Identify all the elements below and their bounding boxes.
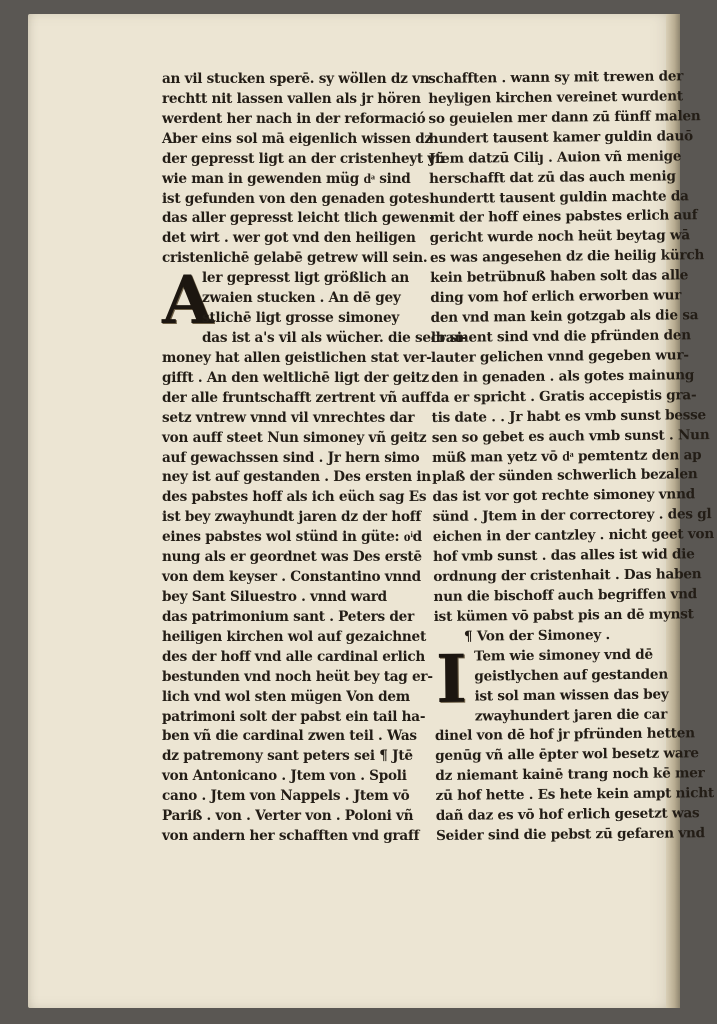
text-line: zū hof hette . Es hete kein ampt nicht — [435, 785, 714, 805]
text-line: Pariß . von . Verter von . Poloni vñ — [162, 808, 414, 825]
text-line: Seider sind die pebst zū gefaren vnd — [435, 825, 705, 844]
text-line: ist bey zwayhundt jaren dz der hoff — [162, 509, 421, 526]
text-line: patrimoni solt der pabst ein tail ha- — [162, 708, 426, 725]
text-line: müß man yetz vō dͣ pemtentz den ap — [431, 446, 702, 466]
text-line: das ist vor got rechte simoney vnnd — [432, 486, 696, 506]
decorated-initial-i: I — [435, 639, 468, 718]
text-line: der gepresst ligt an der cristenheyt vñ — [162, 150, 445, 167]
text-line: crament sind vnd die pfründen den — [430, 327, 691, 346]
text-line: ist sol man wissen das bey — [474, 686, 669, 705]
text-line: setz vntrew vnnd vil vnrechtes dar — [162, 409, 415, 426]
text-line: da er spricht . Gratis accepistis gra- — [431, 386, 697, 406]
left-top-text — [162, 70, 445, 269]
text-line: das patrimonium sant . Peters der — [162, 608, 414, 625]
text-line: ist gefunden von den genaden gotes — [162, 190, 429, 207]
text-line: geistlychen auf gestanden — [474, 666, 669, 685]
section-heading: ¶ Von der Simoney . — [463, 626, 611, 645]
text-line: nun die bischoff auch begriffen vnd — [433, 586, 698, 605]
text-line: plaß der sünden schwerlich bezalen — [432, 466, 698, 486]
text-line: hundert tausent kamer guldin dauō — [428, 127, 693, 147]
text-line: lauter gelichen vnnd gegeben wur- — [430, 347, 689, 366]
text-line: hundertt tausent guldin machte da — [429, 187, 689, 207]
text-line: den vnd man kein gotzgab als die sa — [430, 307, 699, 327]
text-line: kein betrübnuß haben solt das alle — [430, 267, 689, 287]
text-line: rechtt nit lassen vallen als jr hören — [162, 90, 421, 107]
left-text-column — [162, 70, 468, 847]
text-line: auf gewachssen sind . Jr hern simo — [162, 449, 420, 466]
text-line: Aber eins sol mā eigenlich wissen dz — [162, 130, 432, 147]
text-line: von dem keyser . Constantino vnnd — [162, 569, 421, 586]
text-line: cano . Jtem von Nappels . Jtem vō — [162, 788, 410, 805]
text-line: wie man in gewenden müg dͣ sind — [162, 170, 411, 187]
text-line: bestunden vnd noch heüt bey tag er- — [162, 668, 433, 685]
text-line: hof vmb sunst . das alles ist wid die — [433, 546, 695, 566]
text-line: ding vom hof erlich erworben wur — [430, 287, 682, 307]
text-line: sünd . Jtem in der correctorey . des gl — [432, 506, 712, 526]
right-initial-lines — [434, 639, 693, 727]
text-line: so geuielen mer dann zū fünff malen — [428, 107, 701, 127]
text-line: an vil stucken sperē. sy wöllen dz vn — [162, 71, 430, 87]
text-line: des der hoff vnd alle cardinal erlich — [162, 648, 426, 665]
text-line: ist kümen vō pabst pis an dē mynst — [433, 606, 694, 625]
text-line: herschafft dat zū das auch menig — [429, 168, 676, 187]
text-line: dz patremony sant peters sei ¶ Jtē — [162, 748, 413, 765]
text-line: heiligen kirchen wol auf gezaichnet — [162, 628, 426, 645]
text-line: zwaien stucken . An dē gey — [202, 290, 401, 307]
text-line: ben vñ die cardinal zwen teil . Was — [162, 728, 417, 745]
text-line: stlichē ligt grosse simoney — [202, 310, 400, 327]
text-line: das ist a's vil als wücher. die selb si- — [202, 329, 468, 346]
text-line: sen so gebet es auch vmb sunst . Nun — [431, 426, 710, 446]
text-line: heyligen kirchen vereinet wurdent — [428, 88, 683, 107]
text-line: schafften . wann sy mit trewen der — [428, 68, 684, 87]
text-line: Jtem datzū Ciliȷ . Auion vñ menige — [428, 148, 682, 167]
text-line: Tem wie simoney vnd dē — [474, 646, 653, 665]
right-body-text — [434, 725, 714, 847]
text-line: dinel von dē hof jr pfründen hetten — [434, 725, 695, 745]
text-line: ler gepresst ligt größlich an — [202, 270, 410, 287]
book-page — [28, 14, 715, 1008]
text-line: bey Sant Siluestro . vnnd ward — [162, 588, 387, 605]
right-text-column — [428, 67, 715, 847]
text-line: gericht wurde noch heüt beytag wā — [429, 227, 691, 247]
text-line: nung als er geordnet was Des erstē — [162, 549, 422, 566]
text-line: dañ daz es vō hof erlich gesetzt was — [435, 805, 700, 825]
text-line: money hat allen geistlichen stat ver- — [162, 349, 432, 366]
text-line: von auff steet Nun simoney vñ geitz — [162, 429, 427, 446]
text-line: tis date . . Jr habt es vmb sunst besse — [431, 406, 706, 426]
text-line: es was angesehen dz die heilig kürch — [429, 247, 705, 267]
text-line: ney ist auf gestanden . Des ersten in — [162, 469, 431, 486]
text-line: den in genaden . als gotes mainung — [431, 367, 695, 386]
text-line: dz niemant kainē trang noch kē mer — [435, 765, 705, 785]
text-line: von Antonicano . Jtem von . Spoli — [162, 768, 407, 785]
text-line: zwayhundert jaren die car — [474, 706, 668, 725]
text-line: eichen in der cantzley . nicht geet von — [432, 526, 715, 546]
text-line: von andern her schafften vnd graff — [162, 828, 420, 845]
left-body-text — [162, 329, 468, 847]
text-line: der alle fruntschafft zertrent vñ auff — [162, 389, 431, 406]
text-line: mit der hoff eines pabstes erlich auf — [429, 207, 698, 227]
text-line: werdent her nach in der reformació — [162, 110, 426, 127]
text-line: genūg vñ alle ēpter wol besetz ware — [435, 745, 699, 765]
text-line: eines pabstes wol stünd in güte: oͥd — [162, 529, 422, 546]
right-initial-paragraph — [434, 639, 693, 727]
text-line: des pabstes hoff als ich eüch sag Es — [162, 489, 427, 506]
text-line: cristenlichē gelabē getrew will sein. — [162, 250, 428, 267]
right-top-text — [428, 67, 715, 627]
text-line: lich vnd wol sten mügen Von dem — [162, 688, 410, 705]
text-line: das aller gepresst leicht tlich gewen- — [162, 210, 435, 227]
text-line: ordnung der cristenhait . Das haben — [433, 566, 702, 586]
decorated-initial-a: A — [162, 261, 213, 340]
text-line: gifft . An den weltlichē ligt der geitz — [162, 369, 429, 386]
text-line: det wirt . wer got vnd den heiligen — [162, 230, 416, 247]
